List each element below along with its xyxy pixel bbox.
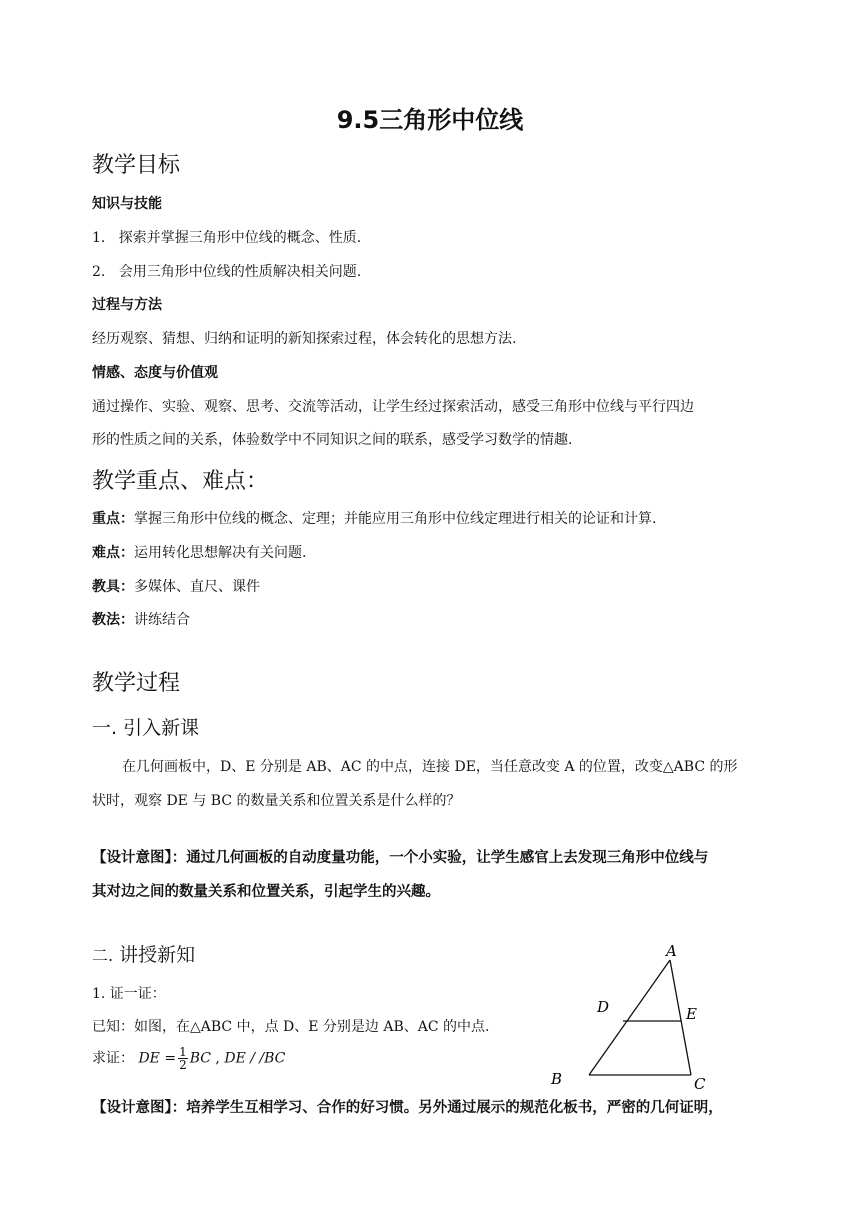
prove-separator: , [210,1050,225,1067]
prove-label: 求证： [92,1050,134,1067]
knowledge-heading: 知识与技能 [92,196,162,212]
proof-item-1: 1. 证一证： [92,986,166,1002]
prove-rhs: BC [189,1050,211,1067]
method-text: 讲练结合 [134,612,190,628]
teach-intent-line: 【设计意图】：培养学生互相学习、合作的好习惯。另外通过展示的规范化板书，严密的几何证明， [92,1100,723,1116]
attitude-text-line-2: 形的性质之间的关系，体验数学中不同知识之间的联系，感受学习数学的情趣. [92,432,573,448]
intro-text-line-2: 状时，观察 DE 与 BC 的数量关系和位置关系是什么样的？ [92,793,461,809]
objectives-heading: 教学目标 [92,153,181,178]
prove-statement [92,1046,285,1071]
teach-heading-text: 讲授新知 [119,944,196,966]
intro-intent-line-2: 其对边之间的数量关系和位置关系，引起学生的兴趣。 [92,884,440,900]
method-label: 教法： [92,612,134,628]
page-title: 9.5三角形中位线 [336,106,524,134]
focus-text: 掌握三角形中位线的概念、定理；并能应用三角形中位线定理进行相关的论证和计算. [134,511,657,527]
teach-heading [92,940,195,967]
attitude-heading: 情感、态度与价值观 [92,365,218,381]
prove-parallel: DE / /BC [224,1050,286,1067]
focus-line [92,508,656,528]
intro-intent-line-1: 【设计意图】：通过几何画板的自动度量功能，一个小实验，让学生感官上去发现三角形中位线与 [92,850,709,866]
attitude-text-line-1: 通过操作、实验、观察、思考、交流等活动，让学生经过探索活动，感受三角形中位线与平行四边 [92,399,694,415]
vertex-label-d: D [597,998,610,1016]
keypoints-heading: 教学重点、难点： [92,469,269,494]
knowledge-item-2: 2. 会用三角形中位线的性质解决相关问题. [92,264,362,280]
prove-lhs: DE = [138,1050,177,1067]
focus-label: 重点： [92,511,134,527]
tools-line [92,576,260,596]
tools-label: 教具： [92,579,134,595]
one-half-fraction: $\frac{1}{2}$ [179,1045,187,1072]
given-statement: 已知：如图，在△ABC 中，点 D、E 分别是边 AB、AC 的中点. [92,1019,490,1035]
triangle-figure [540,936,720,1096]
method-line [92,609,190,629]
vertex-label-a: A [666,942,677,960]
tools-text: 多媒体、直尺、课件 [134,579,260,595]
intro-text-line-1: 在几何画板中，D、E 分别是 AB、AC 的中点，连接 DE，当任意改变 A 的位置，改变△ABC 的形 [122,759,738,775]
process-method-text: 经历观察、猜想、归纳和证明的新知探索过程，体会转化的思想方法. [92,331,517,347]
side-ab [589,960,670,1075]
teaching-process-heading: 教学过程 [92,671,181,696]
knowledge-item-1: 1. 探索并掌握三角形中位线的概念、性质. [92,230,362,246]
intro-heading: 一. 引入新课 [92,717,200,739]
vertex-label-b: B [551,1070,563,1088]
difficulty-line [92,542,306,562]
teach-heading-number: 二. [92,946,114,965]
vertex-label-e: E [686,1005,697,1023]
process-method-heading: 过程与方法 [92,297,162,313]
difficulty-text: 运用转化思想解决有关问题. [134,545,307,561]
vertex-label-c: C [694,1075,706,1093]
difficulty-label: 难点： [92,545,134,561]
